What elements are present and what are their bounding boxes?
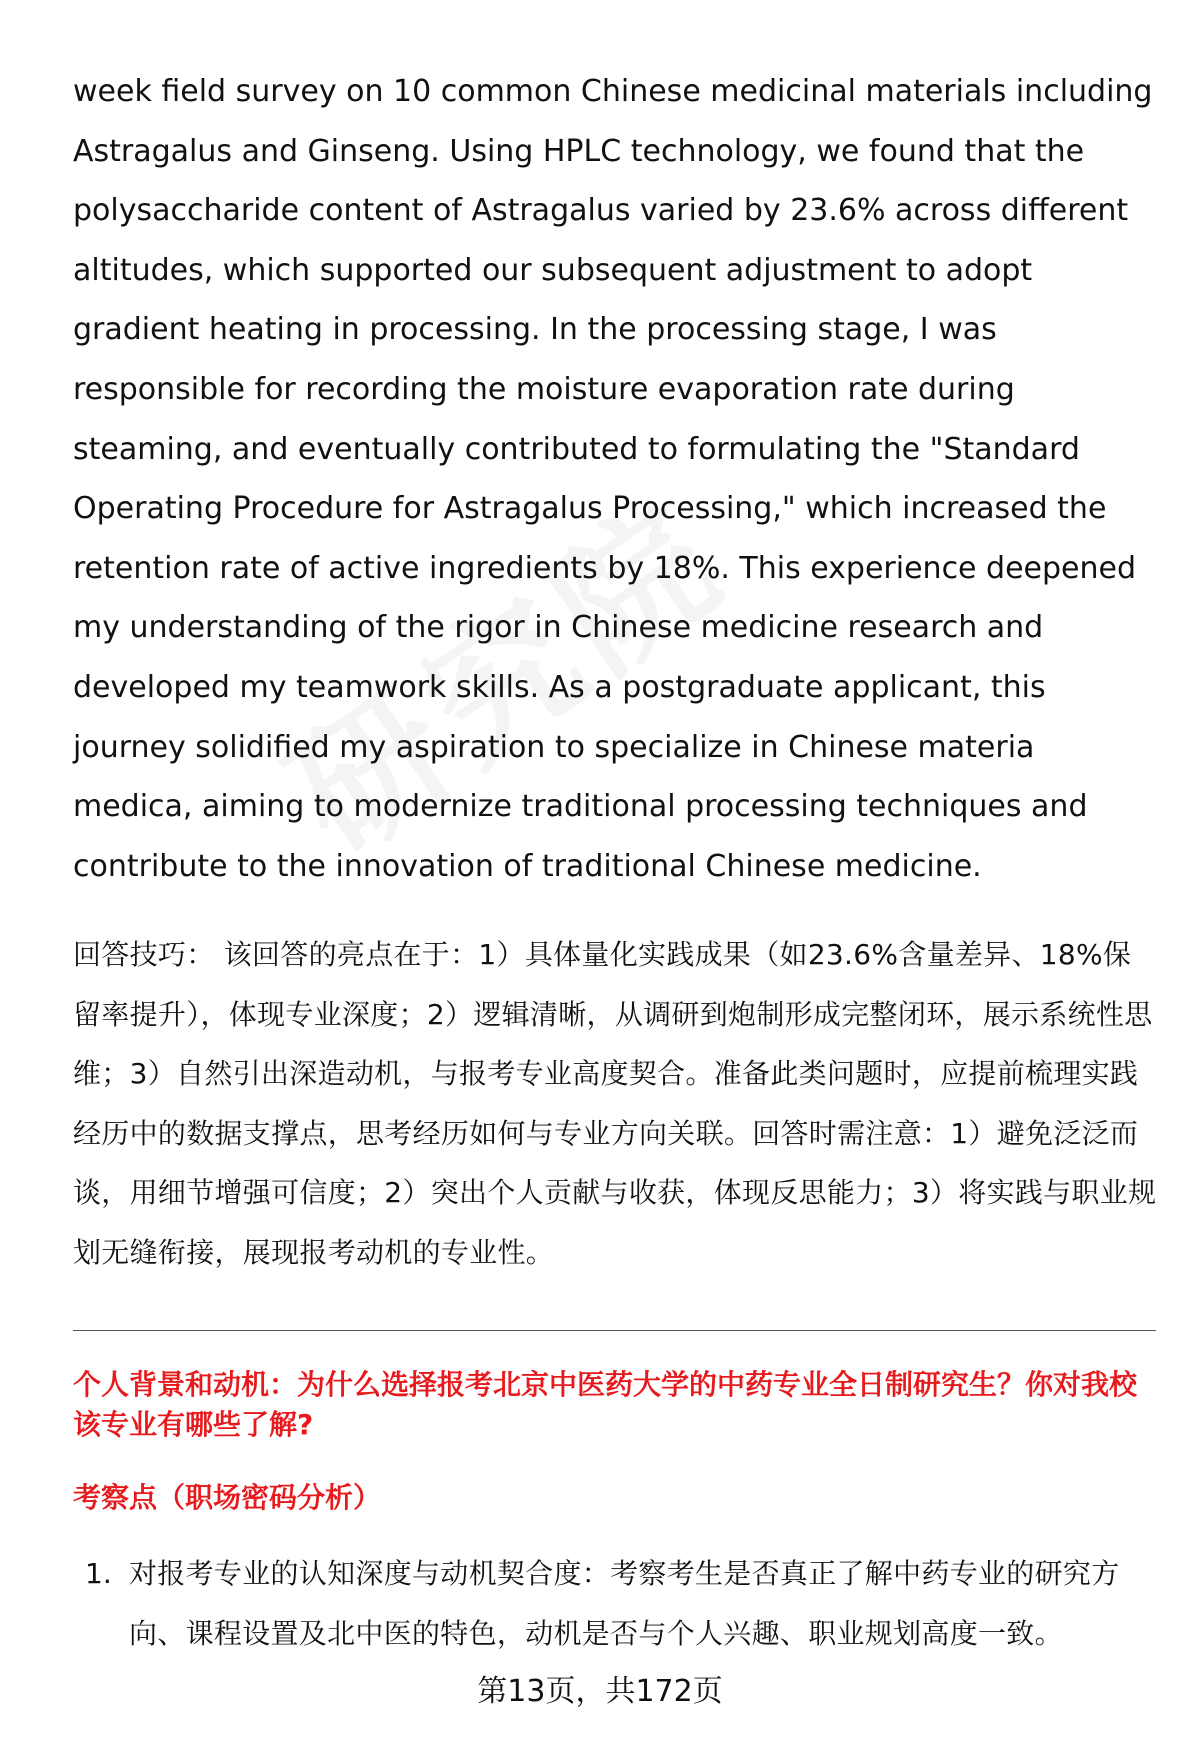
page-number-footer: 第13页，共172页: [477, 1674, 723, 1709]
section-divider: [73, 1330, 1156, 1331]
list-item: [85, 1544, 1155, 1664]
body-paragraph: week field survey on 10 common Chinese medicinal materials including Astragalus and Ginseng. Using HPLC technology, we found that the polysaccharide content of Astragalus varied by 23.6% across different altitudes, which supported our subsequent adjustment to adopt gradient heating in processing. In the processing stage, I was responsible for recording the moisture evaporation rate during steaming, and eventually contributed to formulating the "Standard Operating Procedure for Astragalus Processing," which increased the retention rate of active ingredients by 18%. This experience deepened my understanding of the rigor in Chinese medicine research and developed my teamwork skills. As a postgraduate applicant, this journey solidified my aspiration to specialize in Chinese materia medica, aiming to modernize traditional processing techniques and contribute to the innovation of traditional Chinese medicine.: [73, 74, 1153, 884]
assessment-points-heading: 考察点（职场密码分析）: [73, 1481, 382, 1514]
answer-tips-paragraph: 回答技巧： 该回答的亮点在于：1）具体量化实践成果（如23.6%含量差异、18%保留率提升），体现专业深度；2）逻辑清晰，从调研到炮制形成完整闭环，展示系统性思维；3）自然引出深造动机，与报考专业高度契合。准备此类问题时，应提前梳理实践经历中的数据支撑点，思考经历如何与专业方向关联。回答时需注意：1）避免泛泛而谈，用细节增强可信度；2）突出个人贡献与收获，体现反思能力；3）将实践与职业规划无缝衔接，展现报考动机的专业性。: [73, 938, 1157, 1269]
list-item-number: 1.: [85, 1557, 112, 1590]
question-heading: 个人背景和动机：为什么选择报考北京中医药大学的中药专业全日制研究生？你对我校该专业有哪些了解?: [73, 1368, 1138, 1441]
list-item-text: 对报考专业的认知深度与动机契合度：考察考生是否真正了解中药专业的研究方向、课程设置及北中医的特色，动机是否与个人兴趣、职业规划高度一致。: [129, 1557, 1120, 1650]
